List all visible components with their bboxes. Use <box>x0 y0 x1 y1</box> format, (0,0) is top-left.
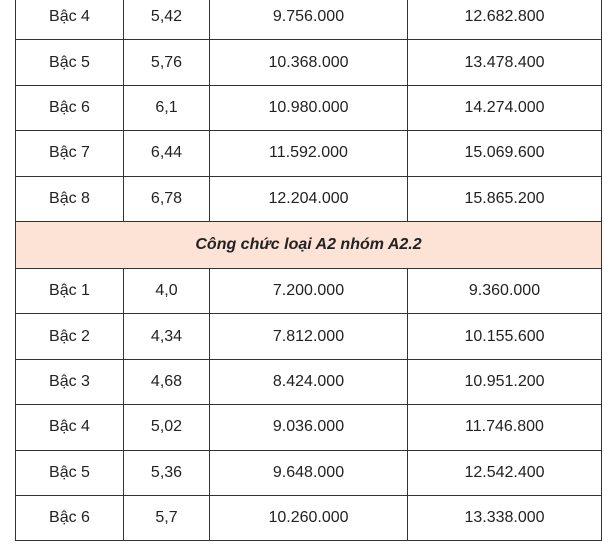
salary-current-cell: 12.204.000 <box>210 176 408 221</box>
table-row <box>16 405 602 450</box>
salary-current-cell: 7.812.000 <box>210 314 408 359</box>
salary-current-cell: 10.980.000 <box>210 85 408 130</box>
salary-new-cell: 11.746.800 <box>408 405 602 450</box>
salary-table <box>15 0 602 541</box>
salary-new-cell: 15.069.600 <box>408 131 602 176</box>
coefficient-cell: 4,68 <box>124 359 210 404</box>
table-row <box>16 131 602 176</box>
grade-cell: Bậc 4 <box>16 405 124 450</box>
salary-new-cell: 10.951.200 <box>408 359 602 404</box>
salary-current-cell: 10.368.000 <box>210 40 408 85</box>
coefficient-cell: 5,7 <box>124 495 210 540</box>
table-row <box>16 314 602 359</box>
coefficient-cell: 5,02 <box>124 405 210 450</box>
salary-current-cell: 10.260.000 <box>210 495 408 540</box>
salary-new-cell: 12.542.400 <box>408 450 602 495</box>
grade-cell: Bậc 4 <box>16 0 124 40</box>
coefficient-cell: 6,78 <box>124 176 210 221</box>
grade-cell: Bậc 6 <box>16 85 124 130</box>
table-row <box>16 40 602 85</box>
coefficient-cell: 6,1 <box>124 85 210 130</box>
table-row <box>16 450 602 495</box>
salary-new-cell: 15.865.200 <box>408 176 602 221</box>
table-row <box>16 495 602 540</box>
salary-table-body <box>16 0 602 541</box>
grade-cell: Bậc 7 <box>16 131 124 176</box>
grade-cell: Bậc 1 <box>16 268 124 313</box>
table-row <box>16 268 602 313</box>
salary-new-cell: 14.274.000 <box>408 85 602 130</box>
table-row <box>16 0 602 40</box>
salary-current-cell: 9.756.000 <box>210 0 408 40</box>
salary-new-cell: 13.338.000 <box>408 495 602 540</box>
grade-cell: Bậc 5 <box>16 450 124 495</box>
table-row <box>16 176 602 221</box>
salary-new-cell: 12.682.800 <box>408 0 602 40</box>
coefficient-cell: 5,76 <box>124 40 210 85</box>
salary-current-cell: 7.200.000 <box>210 268 408 313</box>
salary-new-cell: 10.155.600 <box>408 314 602 359</box>
coefficient-cell: 5,42 <box>124 0 210 40</box>
coefficient-cell: 6,44 <box>124 131 210 176</box>
grade-cell: Bậc 3 <box>16 359 124 404</box>
salary-new-cell: 13.478.400 <box>408 40 602 85</box>
grade-cell: Bậc 8 <box>16 176 124 221</box>
grade-cell: Bậc 5 <box>16 40 124 85</box>
salary-current-cell: 9.648.000 <box>210 450 408 495</box>
section-title: Công chức loại A2 nhóm A2.2 <box>16 221 602 268</box>
section-header-row <box>16 221 602 268</box>
coefficient-cell: 5,36 <box>124 450 210 495</box>
grade-cell: Bậc 6 <box>16 495 124 540</box>
coefficient-cell: 4,0 <box>124 268 210 313</box>
table-row <box>16 359 602 404</box>
salary-current-cell: 9.036.000 <box>210 405 408 450</box>
coefficient-cell: 4,34 <box>124 314 210 359</box>
salary-current-cell: 8.424.000 <box>210 359 408 404</box>
table-row <box>16 85 602 130</box>
grade-cell: Bậc 2 <box>16 314 124 359</box>
salary-new-cell: 9.360.000 <box>408 268 602 313</box>
salary-current-cell: 11.592.000 <box>210 131 408 176</box>
